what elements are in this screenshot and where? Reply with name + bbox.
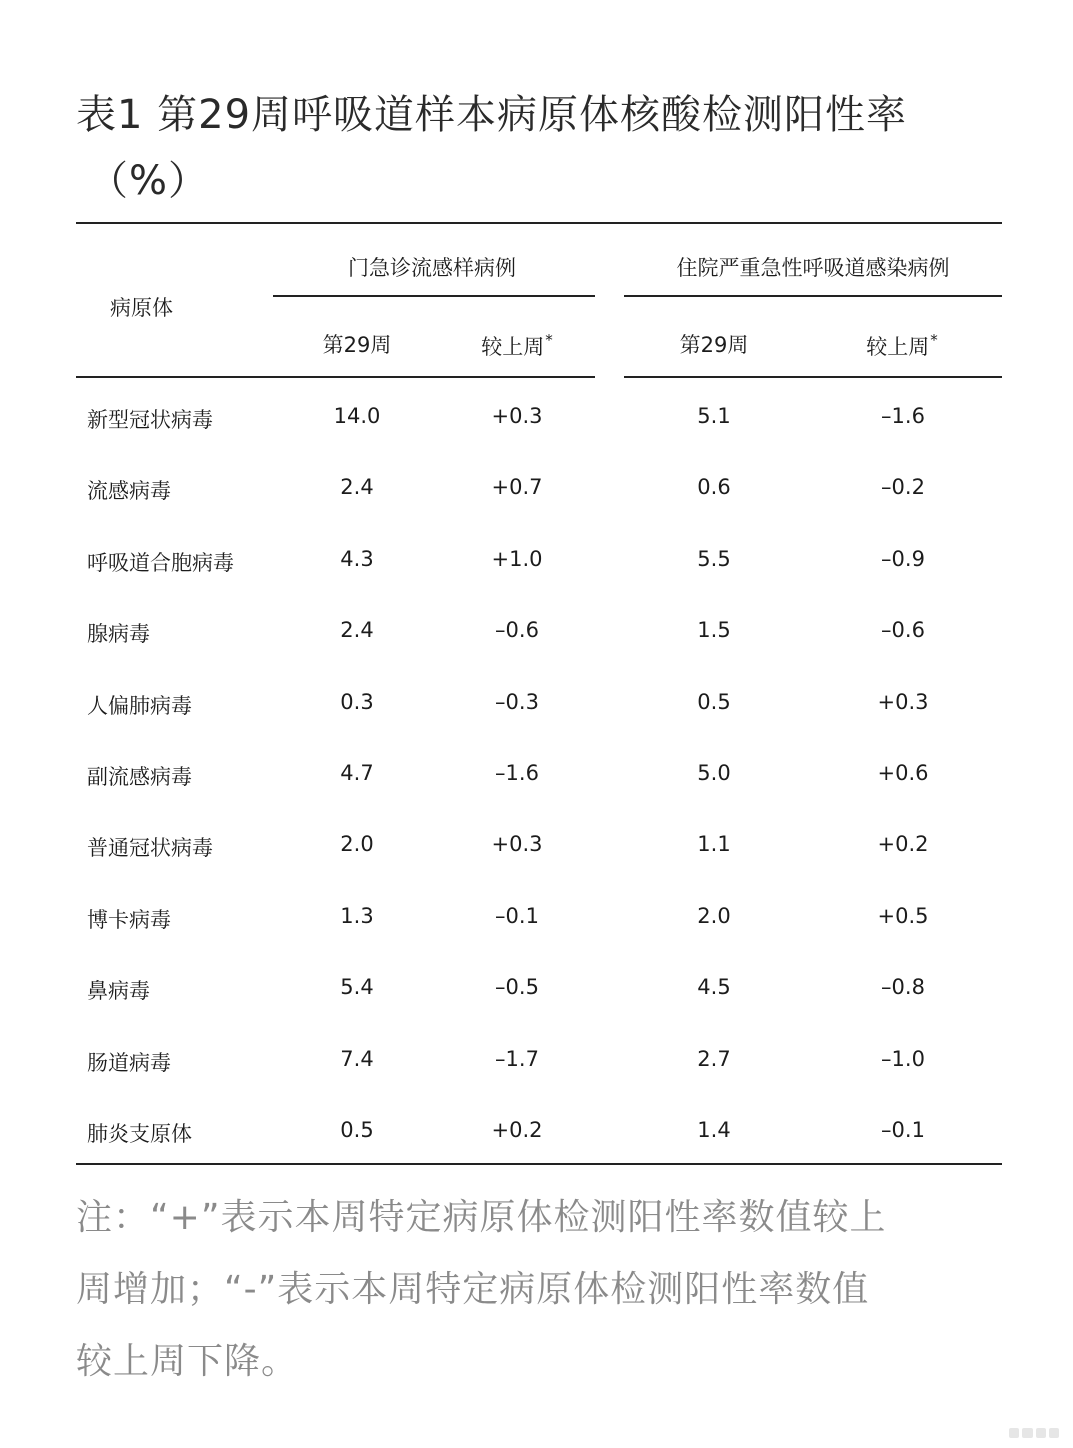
inpatient-week-cell: 4.5 bbox=[697, 975, 731, 999]
inpatient-change-star: * bbox=[930, 331, 938, 349]
outpatient-week-cell: 0.3 bbox=[340, 690, 374, 714]
outpatient-change-cell: –1.7 bbox=[495, 1047, 539, 1071]
outpatient-group-rule bbox=[273, 295, 595, 297]
table-bottom-rule bbox=[76, 1163, 1002, 1165]
outpatient-change-cell: +1.0 bbox=[491, 547, 543, 571]
pathogen-name-cell: 肠道病毒 bbox=[87, 1051, 171, 1075]
pathogen-name-cell: 呼吸道合胞病毒 bbox=[87, 551, 234, 575]
outpatient-change-cell: +0.3 bbox=[491, 832, 543, 856]
inpatient-change-cell: –0.6 bbox=[881, 618, 925, 642]
inpatient-week-header: 第29周 bbox=[679, 333, 749, 357]
outpatient-week-cell: 14.0 bbox=[333, 404, 381, 428]
table-title-line1: 表1 第29周呼吸道样本病原体核酸检测阳性率 bbox=[76, 92, 908, 138]
inpatient-week-cell: 1.4 bbox=[697, 1118, 731, 1142]
inpatient-week-cell: 0.6 bbox=[697, 475, 731, 499]
inpatient-change-label: 较上周 bbox=[866, 335, 930, 359]
inpatient-group-rule bbox=[624, 295, 1002, 297]
inpatient-week-cell: 5.1 bbox=[697, 404, 731, 428]
outpatient-change-cell: +0.7 bbox=[491, 475, 543, 499]
outpatient-change-cell: +0.2 bbox=[491, 1118, 543, 1142]
outpatient-change-cell: –0.5 bbox=[495, 975, 539, 999]
inpatient-change-cell: +0.3 bbox=[877, 690, 929, 714]
inpatient-week-cell: 1.5 bbox=[697, 618, 731, 642]
note-line2: 周增加；“-”表示本周特定病原体检测阳性率数值 bbox=[76, 1269, 870, 1310]
inpatient-change-cell: –1.6 bbox=[881, 404, 925, 428]
inpatient-change-cell: –0.9 bbox=[881, 547, 925, 571]
outpatient-week-cell: 2.4 bbox=[340, 475, 374, 499]
pathogen-name-cell: 鼻病毒 bbox=[87, 979, 150, 1003]
outpatient-week-cell: 2.0 bbox=[340, 832, 374, 856]
outpatient-change-label: 较上周 bbox=[481, 335, 545, 359]
inpatient-week-cell: 1.1 bbox=[697, 832, 731, 856]
inpatient-week-cell: 2.7 bbox=[697, 1047, 731, 1071]
pathogen-header: 病原体 bbox=[110, 296, 173, 320]
outpatient-change-cell: +0.3 bbox=[491, 404, 543, 428]
outpatient-week-cell: 2.4 bbox=[340, 618, 374, 642]
pathogen-name-cell: 人偏肺病毒 bbox=[87, 694, 192, 718]
inpatient-week-cell: 5.0 bbox=[697, 761, 731, 785]
pathogen-name-cell: 肺炎支原体 bbox=[87, 1122, 192, 1146]
pathogen-name-cell: 副流感病毒 bbox=[87, 765, 192, 789]
outpatient-week-cell: 1.3 bbox=[340, 904, 374, 928]
table-top-rule bbox=[76, 222, 1002, 224]
outpatient-week-cell: 4.7 bbox=[340, 761, 374, 785]
inpatient-change-cell: +0.5 bbox=[877, 904, 929, 928]
inpatient-change-cell: –1.0 bbox=[881, 1047, 925, 1071]
inpatient-change-header bbox=[866, 331, 938, 361]
inpatient-change-cell: –0.1 bbox=[881, 1118, 925, 1142]
inpatient-change-cell: –0.2 bbox=[881, 475, 925, 499]
table-title-line2: （%） bbox=[88, 158, 210, 204]
inpatient-week-cell: 0.5 bbox=[697, 690, 731, 714]
pathogen-name-cell: 新型冠状病毒 bbox=[87, 408, 213, 432]
note-line1: 注：“+”表示本周特定病原体检测阳性率数值较上 bbox=[76, 1197, 887, 1238]
inpatient-change-cell: –0.8 bbox=[881, 975, 925, 999]
outpatient-week-cell: 4.3 bbox=[340, 547, 374, 571]
pathogen-name-cell: 普通冠状病毒 bbox=[87, 836, 213, 860]
inpatient-week-cell: 2.0 bbox=[697, 904, 731, 928]
table-note bbox=[76, 1182, 1006, 1398]
outpatient-week-cell: 7.4 bbox=[340, 1047, 374, 1071]
outpatient-change-cell: –0.3 bbox=[495, 690, 539, 714]
outpatient-change-cell: –0.6 bbox=[495, 618, 539, 642]
outpatient-change-cell: –1.6 bbox=[495, 761, 539, 785]
outpatient-week-cell: 0.5 bbox=[340, 1118, 374, 1142]
header-bottom-rule-right bbox=[624, 376, 1002, 378]
pathogen-name-cell: 腺病毒 bbox=[87, 622, 150, 646]
outpatient-week-cell: 5.4 bbox=[340, 975, 374, 999]
note-line3: 较上周下降。 bbox=[76, 1341, 299, 1382]
outpatient-change-cell: –0.1 bbox=[495, 904, 539, 928]
inpatient-week-cell: 5.5 bbox=[697, 547, 731, 571]
pathogen-name-cell: 博卡病毒 bbox=[87, 908, 171, 932]
table-title bbox=[76, 82, 1016, 214]
header-bottom-rule-left bbox=[76, 376, 595, 378]
inpatient-group-header: 住院严重急性呼吸道感染病例 bbox=[676, 256, 950, 280]
inpatient-change-cell: +0.2 bbox=[877, 832, 929, 856]
outpatient-week-header: 第29周 bbox=[322, 333, 392, 357]
watermark-mark bbox=[1009, 1428, 1059, 1438]
outpatient-change-header bbox=[481, 331, 553, 361]
outpatient-change-star: * bbox=[545, 331, 553, 349]
outpatient-group-header: 门急诊流感样病例 bbox=[348, 256, 516, 280]
pathogen-name-cell: 流感病毒 bbox=[87, 479, 171, 503]
inpatient-change-cell: +0.6 bbox=[877, 761, 929, 785]
